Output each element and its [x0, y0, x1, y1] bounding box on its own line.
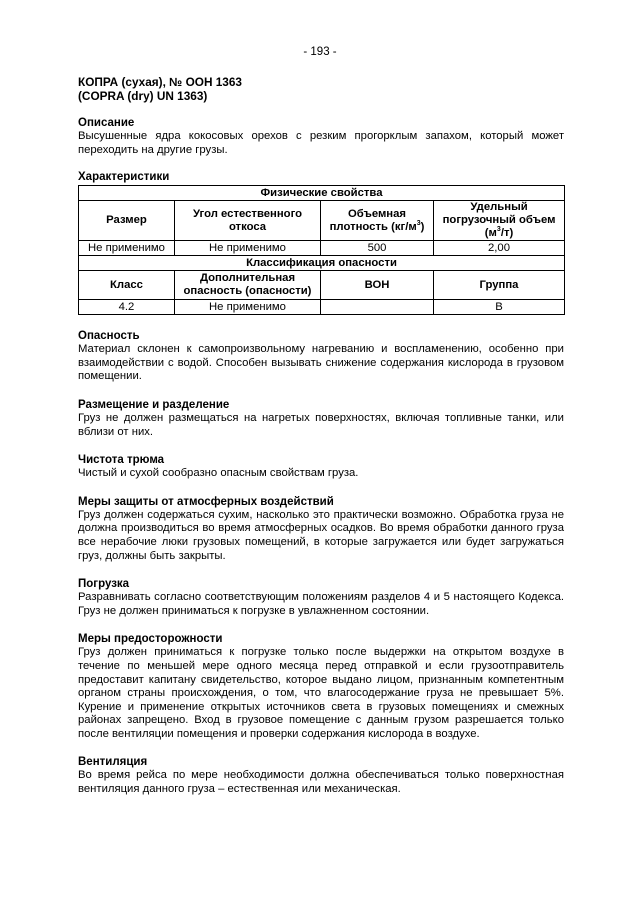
- group-value: В: [434, 300, 565, 315]
- loading-heading: Погрузка: [78, 578, 130, 591]
- description-section: [78, 116, 564, 157]
- hazard-classification-header: Классификация опасности: [79, 256, 565, 271]
- hold-cleanliness-section: [78, 453, 564, 481]
- size-value: Не применимо: [79, 241, 175, 256]
- hold-cleanliness-text: Чистый и сухой сообразно опасным свойствам груза.: [78, 467, 359, 480]
- weather-precautions-section: [78, 495, 564, 563]
- cargo-title-en: (COPRA (dry) UN 1363): [78, 89, 208, 103]
- col-stowage-factor: Удельный погрузочный объем $(м^3/т)$: [434, 201, 565, 241]
- weather-precautions-text: Груз должен содержаться сухим, насколько это практически возможно. Обработка груза не должна производиться во время атмосферных осадков. Во время обработки данного груза все нерабочие люки грузовых помещений, в которые загружается или будет загружаться груз, должны быть закрыты.: [78, 508, 564, 562]
- class-value: 4.2: [79, 300, 175, 315]
- description-text: Высушенные ядра кокосовых орехов с резким прогорклым запахом, который может переходить на другие грузы.: [78, 130, 564, 156]
- col-angle-of-repose: Угол естественного откоса: [175, 201, 321, 241]
- hold-cleanliness-heading: Чистота трюма: [78, 454, 165, 467]
- hazard-section: [78, 329, 564, 384]
- hazard-text: Материал склонен к самопроизвольному нагреванию и воспламенению, особенно при взаимодействии с водой. Способен вызывать снижение содержания кислорода в грузовом помещении.: [78, 343, 564, 383]
- angle-value: Не применимо: [175, 241, 321, 256]
- col-group: Группа: [434, 271, 565, 300]
- physical-properties-header: Физические свойства: [79, 186, 565, 201]
- loading-section: [78, 577, 564, 618]
- col-class: Класс: [79, 271, 175, 300]
- mhb-value: [321, 300, 434, 315]
- document-body: [78, 75, 564, 797]
- ventilation-text: Во время рейса по мере необходимости должна обеспечиваться только поверхностная вентиляция данного груза – естественная или механическая.: [78, 769, 564, 796]
- volume-value: 2,00: [434, 241, 565, 256]
- stowage-section: [78, 398, 564, 439]
- col-bulk-density: Объемная плотность $(кг/м^3)$: [321, 201, 434, 241]
- subsidiary-value: Не применимо: [175, 300, 321, 315]
- cargo-title-ru: КОПРА (сухая), № ООН 1363: [78, 75, 242, 89]
- loading-text: Разравнивать согласно соответствующим положениям разделов 4 и 5 настоящего Кодекса. Груз не должен приниматься к погрузке в увлажненном состоянии.: [78, 591, 564, 617]
- stowage-heading: Размещение и разделение: [78, 398, 230, 411]
- page-number: - 193 -: [303, 46, 337, 58]
- stowage-text: Груз не должен размещаться на нагретых поверхностях, включая топливные танки, или вблизи от них.: [78, 411, 564, 438]
- characteristics-heading: Характеристики: [78, 171, 170, 184]
- ventilation-section: [78, 755, 564, 796]
- hazard-heading: Опасность: [78, 330, 140, 343]
- characteristics-table: [78, 185, 565, 315]
- precautions-section: [78, 632, 564, 741]
- precautions-heading: Меры предосторожности: [78, 633, 223, 646]
- characteristics-section: [78, 170, 564, 315]
- precautions-text: Груз должен приниматься к погрузке только после выдержки на открытом воздухе в течение по меньшей мере одного месяца перед отправкой и если грузоотправитель предоставит капитану свидетельство, которое выдано лицом, признанным компетентным органом страны происхождения, о том, что влагосодержание груза не превышает 5%. Курение и применение открытых источников света в грузовых помещениях и смежных районах запрещено. Вход в грузовое помещение с данным грузом разрешается только после вентиляции помещения и проверки содержания кислорода в воздухе.: [78, 646, 564, 740]
- weather-precautions-heading: Меры защиты от атмосферных воздействий: [78, 495, 334, 508]
- col-subsidiary-risk: Дополнительная опасность (опасности): [175, 271, 321, 300]
- density-value: 500: [321, 241, 434, 256]
- col-size: Размер: [79, 201, 175, 241]
- ventilation-heading: Вентиляция: [78, 756, 148, 769]
- col-mhb: ВОН: [321, 271, 434, 300]
- description-heading: Описание: [78, 117, 135, 129]
